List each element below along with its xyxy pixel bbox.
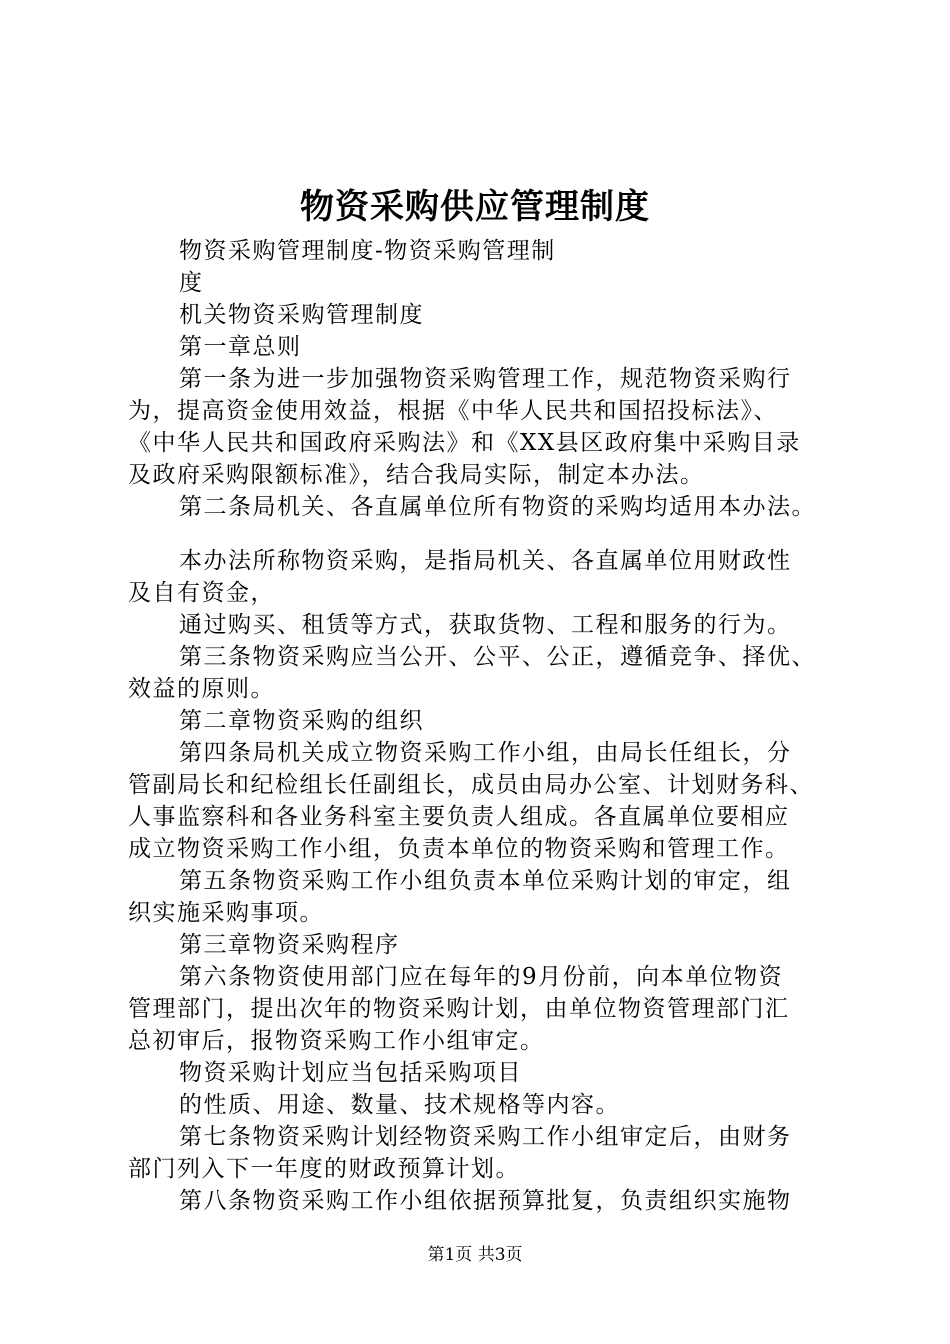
body-line: 本办法所称物资采购，是指局机关、各直属单位用财政性 xyxy=(179,548,792,574)
body-line: 为，提高资金使用效益，根据《中华人民共和国招投标法》、 xyxy=(128,398,778,424)
body-line: 第三章物资采购程序 xyxy=(179,932,400,958)
body-line: 的性质、用途、数量、技术规格等内容。 xyxy=(179,1092,620,1118)
body-line: 成立物资采购工作小组，负责本单位的物资采购和管理工作。 xyxy=(128,836,790,862)
body-line: 第四条局机关成立物资采购工作小组，由局长任组长，分 xyxy=(179,740,792,766)
body-line: 第二条局机关、各直属单位所有物资的采购均适用本办法。 xyxy=(179,494,816,520)
body-line: 物资采购管理制度-物资采购管理制 xyxy=(179,238,556,264)
page-title: 物资采购供应管理制度 xyxy=(300,187,650,227)
body-line: 人事监察科和各业务科室主要负责人组成。各直属单位要相应 xyxy=(128,804,790,830)
body-line: 第七条物资采购计划经物资采购工作小组审定后，由财务 xyxy=(179,1124,792,1150)
body-line: 第八条物资采购工作小组依据预算批复，负责组织实施物 xyxy=(179,1188,792,1214)
body-line: 及政府采购限额标准》，结合我局实际，制定本办法。 xyxy=(128,462,705,488)
body-line: 织实施采购事项。 xyxy=(128,900,324,926)
body-line: 第三条物资采购应当公开、公平、公正，遵循竞争、择优、 xyxy=(179,644,816,670)
body-line: 效益的原则。 xyxy=(128,676,275,702)
body-line: 管理部门，提出次年的物资采购计划，由单位物资管理部门汇 xyxy=(128,996,790,1022)
body-line: 管副局长和纪检组长任副组长，成员由局办公室、计划财务科、 xyxy=(128,772,814,798)
body-line: 及自有资金， xyxy=(128,580,275,606)
body-line: 第二章物资采购的组织 xyxy=(179,708,424,734)
body-line: 第六条物资使用部门应在每年的9月份前，向本单位物资 xyxy=(179,964,784,990)
body-line: 第五条物资采购工作小组负责本单位采购计划的审定，组 xyxy=(179,868,792,894)
body-line: 机关物资采购管理制度 xyxy=(179,302,424,328)
body-line: 《中华人民共和国政府采购法》和《XX县区政府集中采购目录 xyxy=(128,430,801,456)
body-line: 第一章总则 xyxy=(179,334,302,360)
body-line: 物资采购计划应当包括采购项目 xyxy=(179,1060,522,1086)
body-line: 总初审后，报物资采购工作小组审定。 xyxy=(128,1028,545,1054)
body-line: 部门列入下一年度的财政预算计划。 xyxy=(128,1156,520,1182)
body-line: 第一条为进一步加强物资采购管理工作，规范物资采购行 xyxy=(179,366,792,392)
body-line: 通过购买、租赁等方式，获取货物、工程和服务的行为。 xyxy=(179,612,792,638)
page-footer: 第1页 共3页 xyxy=(427,1245,523,1265)
body-line: 度 xyxy=(179,270,204,296)
